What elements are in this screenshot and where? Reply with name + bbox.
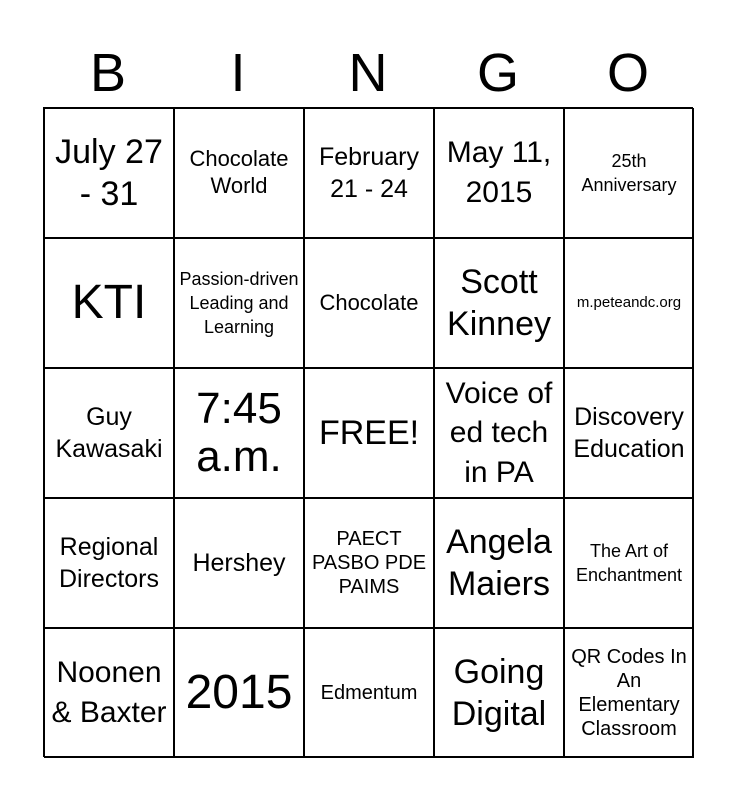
bingo-cell-r1-c4[interactable]: May 11, 2015 (434, 108, 564, 238)
bingo-cell-r5-c2[interactable]: 2015 (174, 628, 304, 758)
bingo-board (43, 107, 693, 757)
bingo-cell-r1-c2[interactable]: Chocolate World (174, 108, 304, 238)
bingo-cell-r2-c4[interactable]: Scott Kinney (434, 238, 564, 368)
bingo-cell-r5-c3[interactable]: Edmentum (304, 628, 434, 758)
bingo-cell-r3-c4[interactable]: Voice of ed tech in PA (434, 368, 564, 498)
bingo-cell-r2-c2[interactable]: Passion-driven Leading and Learning (174, 238, 304, 368)
header-letter-b: B (89, 43, 127, 103)
bingo-cell-r1-c1[interactable]: July 27 - 31 (44, 108, 174, 238)
header-letter-o: O (606, 43, 649, 103)
bingo-cell-r4-c3[interactable]: PAECT PASBO PDE PAIMS (304, 498, 434, 628)
bingo-cell-r4-c1[interactable]: Regional Directors (44, 498, 174, 628)
bingo-cell-r2-c1[interactable]: KTI (44, 238, 174, 368)
bingo-cell-r1-c3[interactable]: February 21 - 24 (304, 108, 434, 238)
header-letter-g: G (476, 43, 519, 103)
bingo-cell-r3-c1[interactable]: Guy Kawasaki (44, 368, 174, 498)
bingo-cell-r5-c1[interactable]: Noonen & Baxter (44, 628, 174, 758)
bingo-cell-r5-c5[interactable]: QR Codes In An Elementary Classroom (564, 628, 694, 758)
bingo-cell-r5-c4[interactable]: Going Digital (434, 628, 564, 758)
bingo-header (43, 40, 693, 106)
bingo-cell-r1-c5[interactable]: 25th Anniversary (564, 108, 694, 238)
header-letter-n: N (348, 43, 388, 103)
bingo-cell-r4-c5[interactable]: The Art of Enchantment (564, 498, 694, 628)
bingo-cell-r4-c2[interactable]: Hershey (174, 498, 304, 628)
bingo-cell-r3-c5[interactable]: Discovery Education (564, 368, 694, 498)
bingo-cell-r2-c5[interactable]: m.peteandc.org (564, 238, 694, 368)
bingo-cell-r4-c4[interactable]: Angela Maiers (434, 498, 564, 628)
bingo-cell-r2-c3[interactable]: Chocolate (304, 238, 434, 368)
bingo-cell-r3-c2[interactable]: 7:45 a.m. (174, 368, 304, 498)
header-letter-i: I (230, 43, 246, 103)
bingo-cell-r3-c3[interactable]: FREE! (304, 368, 434, 498)
